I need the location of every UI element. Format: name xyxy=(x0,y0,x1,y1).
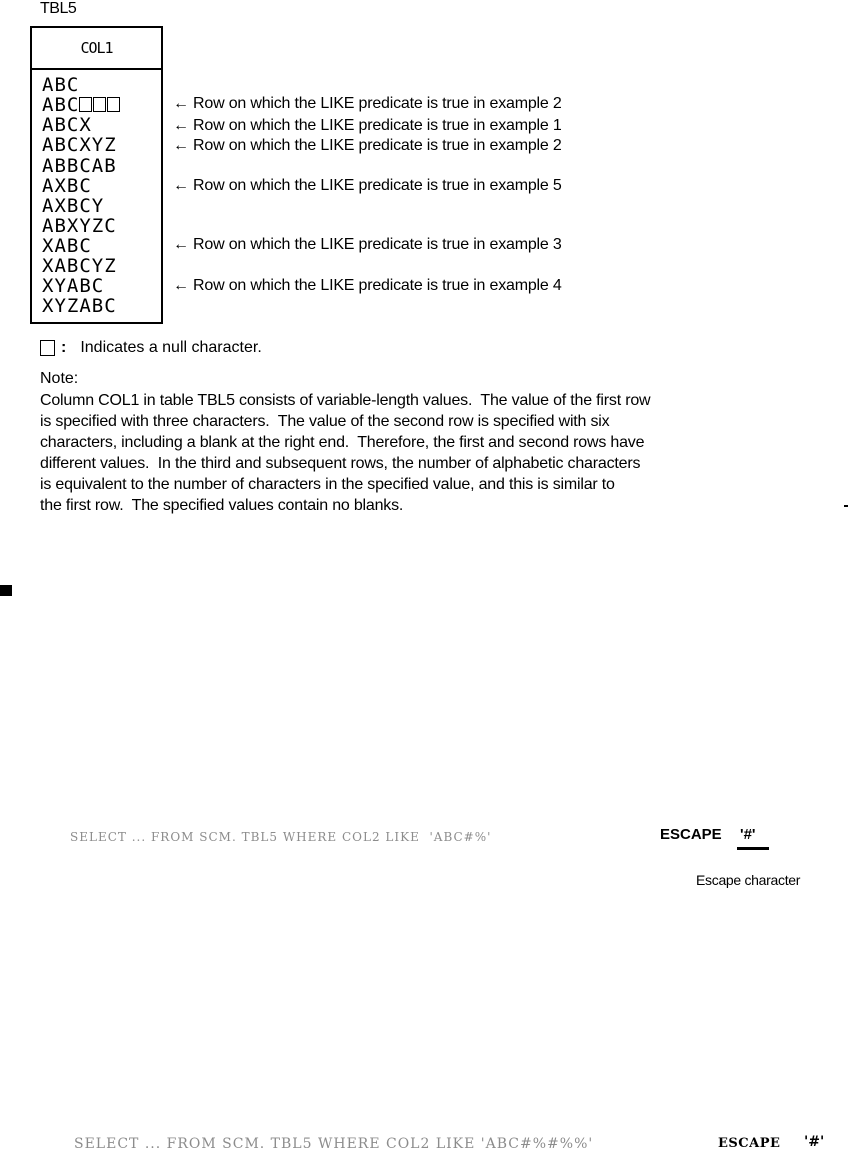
table-row: AXBCY xyxy=(42,195,105,217)
escape-keyword: ESCAPE xyxy=(660,826,722,843)
note-line: is equivalent to the number of characters in the specified value, and this is similar to xyxy=(40,476,615,493)
note-line: different values. In the third and subsequent rows, the number of alphabetic characters xyxy=(40,455,641,472)
column-header: COL1 xyxy=(32,28,161,70)
annotation-example-4: ← Row on which the LIKE predicate is true in example 4 xyxy=(173,277,562,294)
table-row: XABCYZ xyxy=(42,255,117,277)
table-row: ABCXYZ xyxy=(42,134,117,156)
escape-char-underline xyxy=(737,847,769,850)
note-line: Column COL1 in table TBL5 consists of variable-length values. The value of the first row xyxy=(40,392,651,409)
sql-example-2: SELECT ... FROM SCM. TBL5 WHERE COL2 LIKE 'ABC#%#%%' xyxy=(74,1136,594,1152)
sql-example-1: SELECT ... FROM SCM. TBL5 WHERE COL2 LIKE 'ABC#%' xyxy=(70,830,492,844)
annotation-example-2: ← Row on which the LIKE predicate is true in example 2 xyxy=(173,137,562,154)
note-line: characters, including a blank at the right end. Therefore, the first and second rows have xyxy=(40,434,645,451)
note-line: the first row. The specified values contain no blanks. xyxy=(40,497,404,514)
table-row: XYZABC xyxy=(42,295,117,317)
note-line: is specified with three characters. The value of the second row is specified with six xyxy=(40,413,610,430)
annotation-example-2: ← Row on which the LIKE predicate is true in example 2 xyxy=(173,95,562,112)
legend-colon: : xyxy=(61,339,67,356)
null-char-icon xyxy=(40,340,55,356)
table-row: XABC xyxy=(42,235,92,257)
table-row-with-nulls xyxy=(42,95,121,115)
table-row: XYABC xyxy=(42,275,105,297)
table-name: TBL5 xyxy=(40,0,77,17)
table-row-text: ABC xyxy=(42,94,80,116)
annotation-example-3: ← Row on which the LIKE predicate is true in example 3 xyxy=(173,236,562,253)
col1-table xyxy=(30,26,163,324)
table-row: ABCX xyxy=(42,114,92,136)
table-row: ABBCAB xyxy=(42,155,117,177)
annotation-example-5: ← Row on which the LIKE predicate is true in example 5 xyxy=(173,177,562,194)
escape-char-label: Escape character xyxy=(696,872,801,888)
null-legend xyxy=(40,339,262,357)
table-row: ABXYZC xyxy=(42,215,117,237)
page-marker xyxy=(0,585,12,596)
legend-text: Indicates a null character. xyxy=(80,339,262,356)
escape-char: '#' xyxy=(804,1134,825,1150)
note-title: Note: xyxy=(40,370,79,387)
table-row: ABC xyxy=(42,74,80,96)
edge-mark xyxy=(844,505,848,507)
annotation-example-1: ← Row on which the LIKE predicate is true in example 1 xyxy=(173,117,562,134)
escape-keyword: ESCAPE xyxy=(718,1136,781,1151)
escape-char: '#' xyxy=(740,826,756,843)
null-char-icon xyxy=(79,97,92,112)
null-char-icon xyxy=(107,97,120,112)
table-row: AXBC xyxy=(42,175,92,197)
null-char-icon xyxy=(93,97,106,112)
